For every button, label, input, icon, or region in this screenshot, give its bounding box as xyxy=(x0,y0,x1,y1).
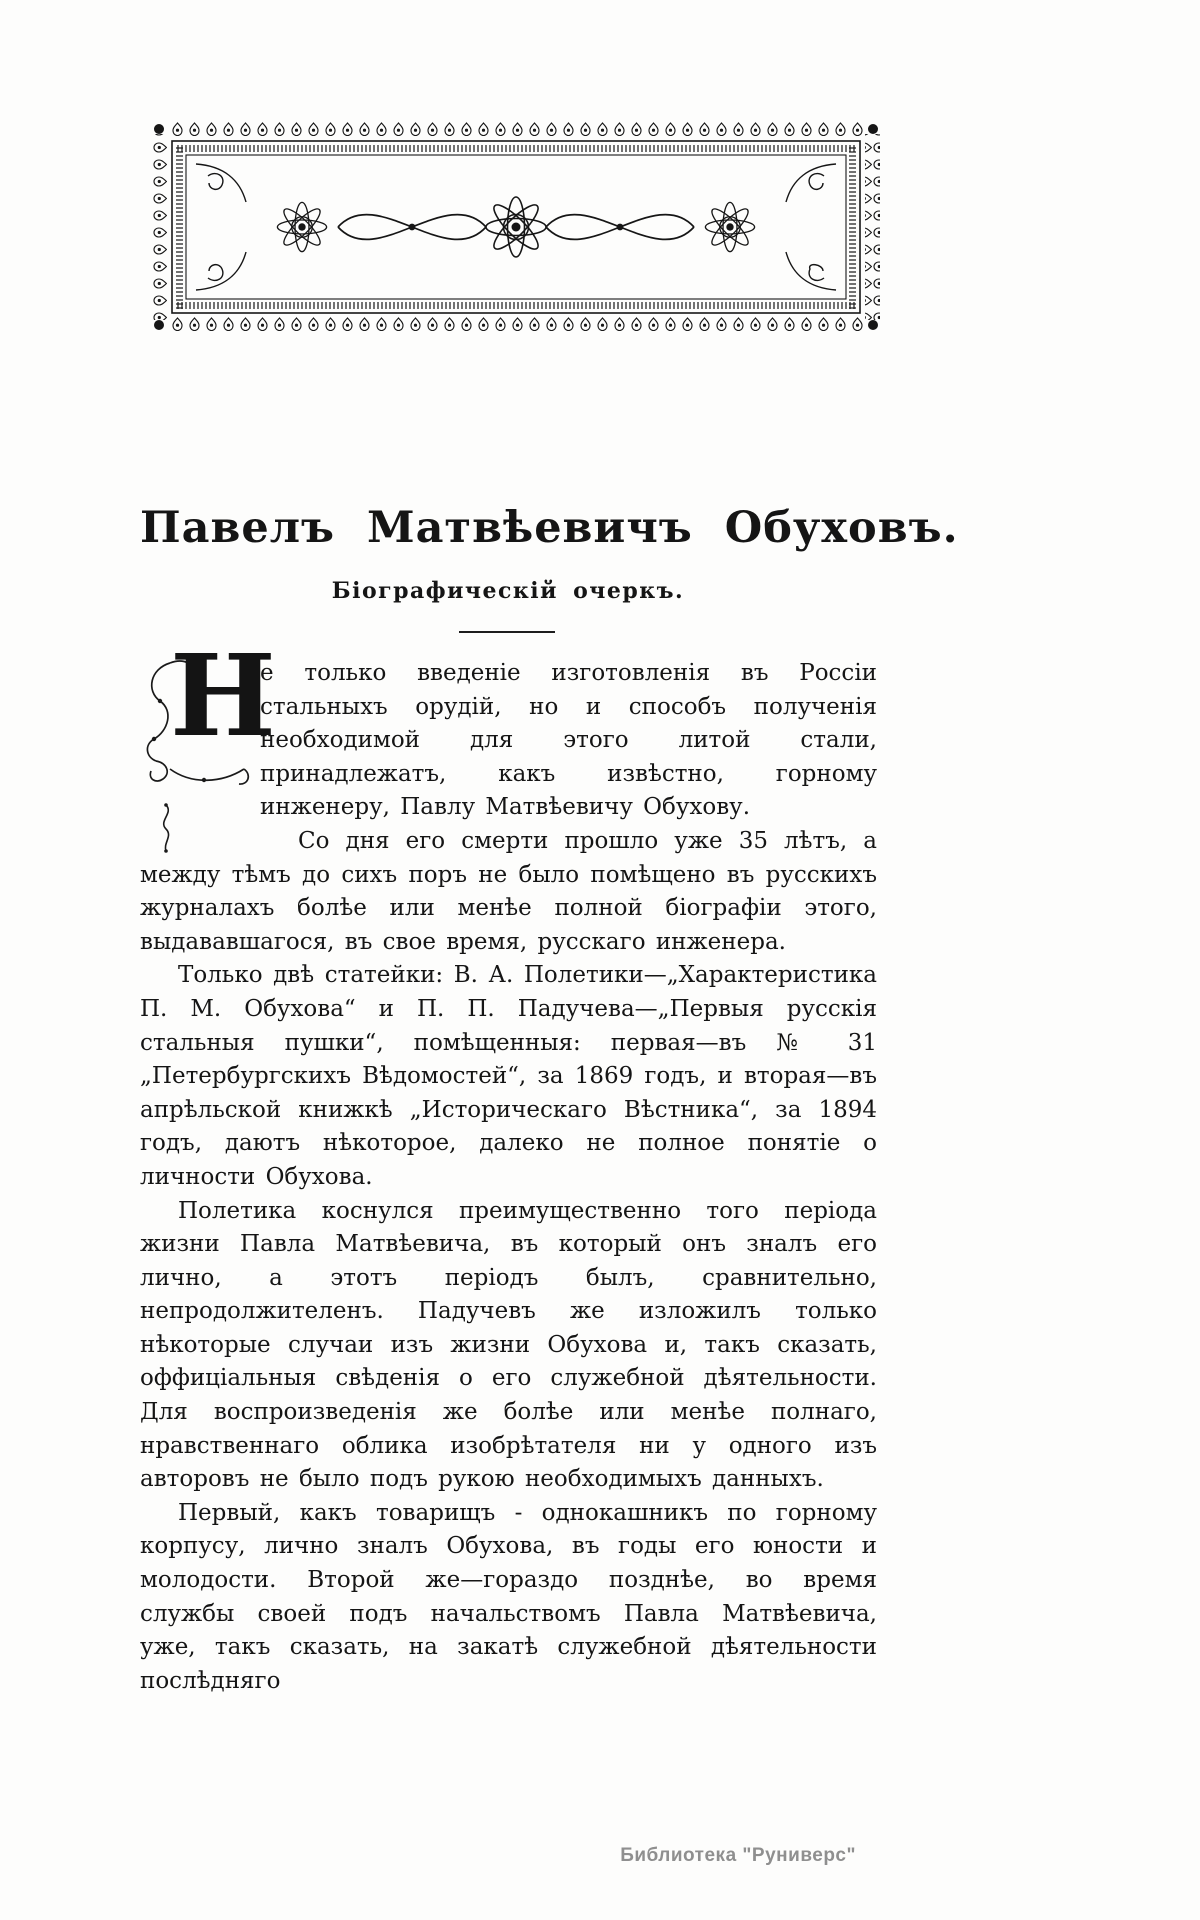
drop-cap-block xyxy=(140,631,276,858)
library-watermark: Библиотека "Руниверс" xyxy=(620,1845,856,1866)
body-paragraph: Полетика коснулся преимущественно того періода жизни Павла Матвѣевича, въ который онъ зналъ его лично, а этотъ періодъ былъ, сравнительно, непродолжителенъ. Падучевъ же изложилъ только нѣкоторые случаи изъ жизни Обухова и, такъ сказать, оффиціальныя свѣденія о его служебной дѣятельности. Для воспроизведенія же болѣе или менѣе полнаго, нравственнаго облика изобрѣтателя ни у одного изъ авторовъ не было подъ рукою необходимыхъ данныхъ. xyxy=(140,1197,877,1493)
body-paragraph: Первый, какъ товарищъ - однокашникъ по горному корпусу, лично зналъ Обухова, въ годы его юности и молодости. Второй же—гораздо позднѣе, во время службы своей подъ начальствомъ Павла Матвѣевича, уже, такъ сказать, на закатѣ служебной дѣятельности послѣдняго xyxy=(140,1499,877,1694)
floral-headpiece-icon xyxy=(152,122,880,332)
body-paragraph: Со дня его смерти прошло уже 35 лѣтъ, а между тѣмъ до сихъ поръ не было помѣщено въ русскихъ журналахъ болѣе или менѣе полной біографіи этого, выдававшагося, въ свое время, русскаго инженера. xyxy=(140,827,877,955)
body-paragraph: Только двѣ статейки: В. А. Полетики—„Характеристика П. М. Обухова“ и П. П. Падучева—„Первыя русскія стальныя пушки“, помѣщенныя: первая—въ № 31 „Петербургскихъ Вѣдомостей“, за 1869 годъ, и вторая—въ апрѣльской книжкѣ „Историческаго Вѣстника“, за 1894 годъ, даютъ нѣкоторое, далеко не полное понятіе о личности Обухова. xyxy=(140,962,877,1190)
drop-cap-initial: Н xyxy=(170,631,276,762)
body-text xyxy=(140,631,877,1698)
page-subtitle: Біографическій очеркъ. xyxy=(331,578,685,604)
page-title: Павелъ Матвѣевичъ Обуховъ. xyxy=(140,503,959,553)
title-divider xyxy=(459,631,555,633)
headpiece-ornament xyxy=(152,122,880,332)
body-paragraph: е только введеніе изготовленія въ Россіи стальныхъ орудій, но и способъ полученія необходимой для этого литой стали, принадлежатъ, какъ извѣстно, горному инженеру, Павлу Матвѣевичу Обухову. xyxy=(260,660,877,821)
